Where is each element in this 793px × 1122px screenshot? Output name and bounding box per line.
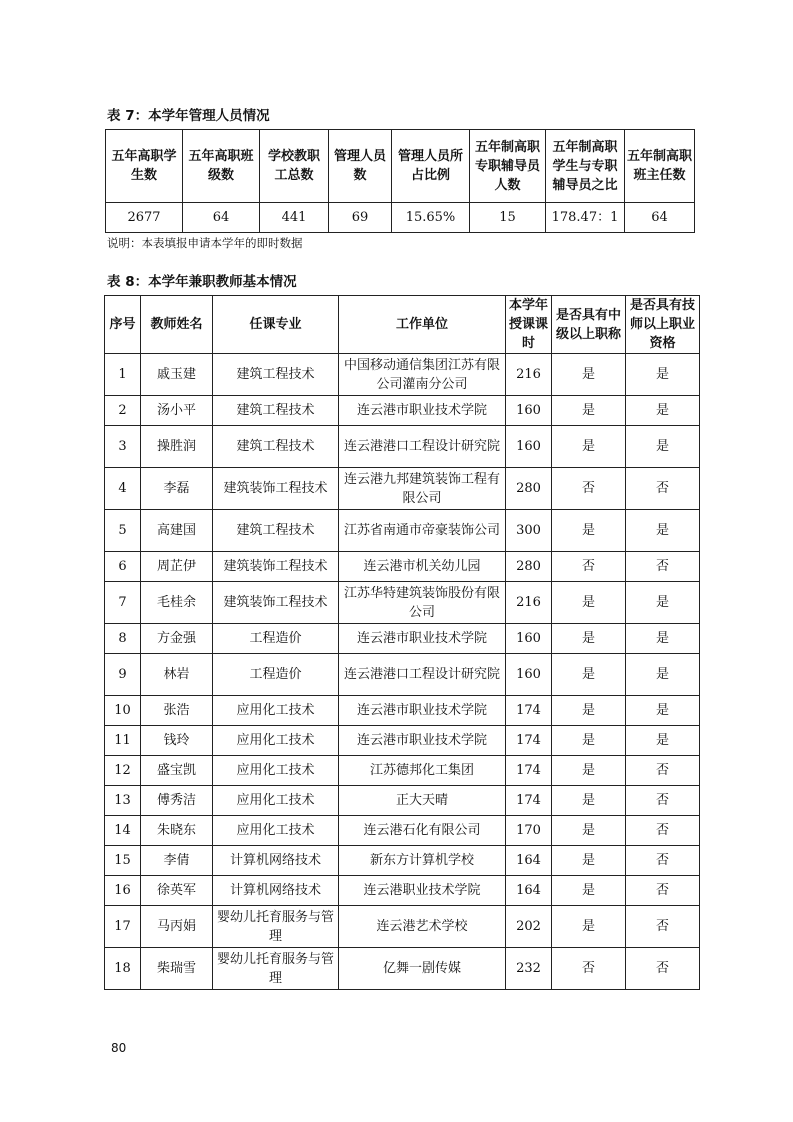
table8-cell: 202 — [506, 906, 552, 948]
table8-cell: 应用化工技术 — [213, 786, 339, 816]
table8-cell: 江苏省南通市帝豪装饰公司 — [339, 510, 506, 552]
table8-cell: 1 — [105, 354, 141, 396]
table7-cell: 69 — [329, 203, 392, 233]
table8-cell: 盛宝凯 — [141, 756, 213, 786]
table7-cell: 15 — [470, 203, 546, 233]
table8-header-cell: 是否具有中级以上职称 — [552, 296, 626, 354]
table8-row — [105, 468, 700, 510]
table8-cell: 建筑工程技术 — [213, 396, 339, 426]
table8-cell: 计算机网络技术 — [213, 876, 339, 906]
table8-cell: 是 — [626, 726, 700, 756]
table7-cell: 64 — [625, 203, 695, 233]
table8-cell: 174 — [506, 756, 552, 786]
table8-cell: 是 — [552, 846, 626, 876]
table8-header-cell: 教师姓名 — [141, 296, 213, 354]
table8-cell: 连云港市职业技术学院 — [339, 726, 506, 756]
table8-caption: 表 8：本学年兼职教师基本情况 — [107, 274, 297, 290]
table8-cell: 建筑装饰工程技术 — [213, 468, 339, 510]
table8-cell: 18 — [105, 948, 141, 990]
table8-cell: 12 — [105, 756, 141, 786]
table8-cell: 徐英军 — [141, 876, 213, 906]
table7-header-cell: 五年制高职学生与专职辅导员之比 — [546, 130, 625, 203]
part-time-teachers-table — [104, 295, 700, 990]
table8-cell: 周芷伊 — [141, 552, 213, 582]
table7-note: 说明：本表填报申请本学年的即时数据 — [107, 236, 303, 250]
table8-cell: 是 — [552, 906, 626, 948]
page-number: 80 — [111, 1041, 127, 1055]
table7-header-cell: 五年高职班级数 — [183, 130, 260, 203]
table8-cell: 方金强 — [141, 624, 213, 654]
table8-cell: 否 — [626, 876, 700, 906]
table8-cell: 164 — [506, 846, 552, 876]
table8-cell: 江苏德邦化工集团 — [339, 756, 506, 786]
table8-row — [105, 876, 700, 906]
table8-cell: 3 — [105, 426, 141, 468]
table8-header-cell: 是否具有技师以上职业资格 — [626, 296, 700, 354]
table8-row — [105, 948, 700, 990]
table8-cell: 连云港九邦建筑装饰工程有限公司 — [339, 468, 506, 510]
table8-cell: 是 — [552, 582, 626, 624]
table7-header-cell: 管理人员所占比例 — [392, 130, 470, 203]
table8-cell: 高建国 — [141, 510, 213, 552]
table8-cell: 傅秀洁 — [141, 786, 213, 816]
table8-cell: 连云港职业技术学院 — [339, 876, 506, 906]
table8-cell: 16 — [105, 876, 141, 906]
table7-header-cell: 管理人员数 — [329, 130, 392, 203]
table8-cell: 建筑工程技术 — [213, 354, 339, 396]
table8-cell: 张浩 — [141, 696, 213, 726]
table8-row — [105, 816, 700, 846]
table8-header-row — [105, 296, 700, 354]
table8-cell: 是 — [552, 876, 626, 906]
table8-cell: 2 — [105, 396, 141, 426]
table8-cell: 连云港市职业技术学院 — [339, 696, 506, 726]
table8-cell: 是 — [552, 396, 626, 426]
table8-cell: 是 — [552, 426, 626, 468]
table8-cell: 连云港市职业技术学院 — [339, 624, 506, 654]
table8-cell: 8 — [105, 624, 141, 654]
table8-cell: 是 — [626, 510, 700, 552]
table7-header-cell: 五年高职学生数 — [106, 130, 183, 203]
table8-header-cell: 任课专业 — [213, 296, 339, 354]
table7-cell: 2677 — [106, 203, 183, 233]
table8-cell: 是 — [552, 816, 626, 846]
management-staff-table — [105, 129, 695, 233]
table8-cell: 是 — [626, 582, 700, 624]
table8-cell: 钱玲 — [141, 726, 213, 756]
table8-cell: 否 — [626, 906, 700, 948]
table7-caption: 表 7：本学年管理人员情况 — [107, 108, 270, 124]
table8-cell: 是 — [626, 396, 700, 426]
table8-cell: 是 — [626, 354, 700, 396]
table8-cell: 17 — [105, 906, 141, 948]
table8-cell: 是 — [552, 654, 626, 696]
table8-row — [105, 906, 700, 948]
table8-row — [105, 696, 700, 726]
table8-row — [105, 354, 700, 396]
table8-cell: 164 — [506, 876, 552, 906]
table8-cell: 170 — [506, 816, 552, 846]
table8-row — [105, 846, 700, 876]
table8-header-cell: 本学年授课课时 — [506, 296, 552, 354]
table8-cell: 是 — [552, 786, 626, 816]
table8-cell: 李倩 — [141, 846, 213, 876]
table8-cell: 朱晓东 — [141, 816, 213, 846]
table8-cell: 婴幼儿托育服务与管理 — [213, 948, 339, 990]
table8-cell: 是 — [626, 426, 700, 468]
table7-cell: 15.65% — [392, 203, 470, 233]
table8-cell: 是 — [552, 510, 626, 552]
table8-cell: 操胜润 — [141, 426, 213, 468]
table8-cell: 160 — [506, 624, 552, 654]
table8-cell: 建筑装饰工程技术 — [213, 582, 339, 624]
table8-cell: 280 — [506, 552, 552, 582]
table7-cell: 178.47：1 — [546, 203, 625, 233]
table7-header-cell: 学校教职工总数 — [260, 130, 329, 203]
table8-cell: 是 — [552, 696, 626, 726]
table8-cell: 毛桂余 — [141, 582, 213, 624]
table8-cell: 连云港艺术学校 — [339, 906, 506, 948]
table8-cell: 是 — [626, 654, 700, 696]
table8-row — [105, 396, 700, 426]
table8-cell: 亿舞一剧传媒 — [339, 948, 506, 990]
table8-cell: 应用化工技术 — [213, 756, 339, 786]
table8-cell: 4 — [105, 468, 141, 510]
table8-cell: 建筑工程技术 — [213, 510, 339, 552]
table7-header-cell: 五年制高职班主任数 — [625, 130, 695, 203]
table8-row — [105, 786, 700, 816]
table8-row — [105, 510, 700, 552]
table8-cell: 160 — [506, 396, 552, 426]
table8-header-cell: 工作单位 — [339, 296, 506, 354]
table8-cell: 连云港市职业技术学院 — [339, 396, 506, 426]
table8-cell: 174 — [506, 726, 552, 756]
table8-cell: 是 — [552, 756, 626, 786]
table8-row — [105, 426, 700, 468]
table8-cell: 否 — [626, 468, 700, 510]
table8-cell: 否 — [626, 786, 700, 816]
table8-cell: 7 — [105, 582, 141, 624]
table8-cell: 是 — [626, 696, 700, 726]
table8-cell: 300 — [506, 510, 552, 552]
table8-cell: 否 — [626, 756, 700, 786]
table8-cell: 6 — [105, 552, 141, 582]
table8-cell: 216 — [506, 354, 552, 396]
table8-cell: 工程造价 — [213, 624, 339, 654]
table8-cell: 否 — [552, 552, 626, 582]
table8-cell: 应用化工技术 — [213, 726, 339, 756]
table8-cell: 5 — [105, 510, 141, 552]
table8-cell: 是 — [552, 624, 626, 654]
table8-cell: 否 — [626, 948, 700, 990]
table8-cell: 新东方计算机学校 — [339, 846, 506, 876]
table8-cell: 应用化工技术 — [213, 816, 339, 846]
table7-header-cell: 五年制高职专职辅导员人数 — [470, 130, 546, 203]
table8-cell: 江苏华特建筑装饰股份有限公司 — [339, 582, 506, 624]
table8-cell: 工程造价 — [213, 654, 339, 696]
table8-row — [105, 756, 700, 786]
table8-row — [105, 624, 700, 654]
table8-cell: 建筑装饰工程技术 — [213, 552, 339, 582]
table8-cell: 马丙娟 — [141, 906, 213, 948]
table8-cell: 柴瑞雪 — [141, 948, 213, 990]
table8-cell: 否 — [626, 816, 700, 846]
table8-row — [105, 582, 700, 624]
table8-row — [105, 726, 700, 756]
table8-cell: 280 — [506, 468, 552, 510]
table8-cell: 汤小平 — [141, 396, 213, 426]
table8-cell: 否 — [552, 468, 626, 510]
table8-cell: 李磊 — [141, 468, 213, 510]
table8-cell: 232 — [506, 948, 552, 990]
table7-data-row — [106, 203, 695, 233]
table8-cell: 160 — [506, 654, 552, 696]
table8-cell: 216 — [506, 582, 552, 624]
table8-cell: 否 — [626, 552, 700, 582]
table8-cell: 174 — [506, 786, 552, 816]
table8-cell: 174 — [506, 696, 552, 726]
table8-cell: 中国移动通信集团江苏有限公司灌南分公司 — [339, 354, 506, 396]
table8-cell: 是 — [552, 726, 626, 756]
table8-cell: 正大天晴 — [339, 786, 506, 816]
table8-cell: 连云港市机关幼儿园 — [339, 552, 506, 582]
table8-cell: 14 — [105, 816, 141, 846]
table8-cell: 是 — [552, 354, 626, 396]
table8-cell: 13 — [105, 786, 141, 816]
table8-cell: 10 — [105, 696, 141, 726]
table7-cell: 441 — [260, 203, 329, 233]
table8-cell: 连云港港口工程设计研究院 — [339, 426, 506, 468]
table8-cell: 林岩 — [141, 654, 213, 696]
table7-header-row — [106, 130, 695, 203]
table8-cell: 是 — [626, 624, 700, 654]
table8-cell: 应用化工技术 — [213, 696, 339, 726]
table8-cell: 11 — [105, 726, 141, 756]
table8-cell: 否 — [552, 948, 626, 990]
table7-cell: 64 — [183, 203, 260, 233]
table8-cell: 9 — [105, 654, 141, 696]
table8-cell: 否 — [626, 846, 700, 876]
table8-cell: 15 — [105, 846, 141, 876]
table8-cell: 戚玉建 — [141, 354, 213, 396]
table8-header-cell: 序号 — [105, 296, 141, 354]
table8-cell: 建筑工程技术 — [213, 426, 339, 468]
table8-cell: 计算机网络技术 — [213, 846, 339, 876]
table8-cell: 160 — [506, 426, 552, 468]
table8-row — [105, 654, 700, 696]
table8-row — [105, 552, 700, 582]
table8-cell: 连云港港口工程设计研究院 — [339, 654, 506, 696]
table8-cell: 婴幼儿托育服务与管理 — [213, 906, 339, 948]
table8-cell: 连云港石化有限公司 — [339, 816, 506, 846]
